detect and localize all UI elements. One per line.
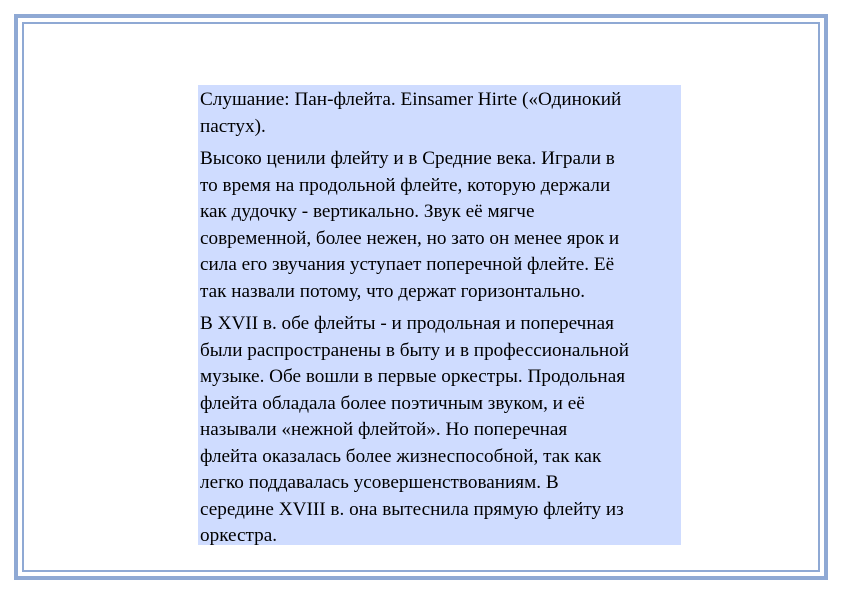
paragraph-17th-century: В XVII в. обе флейты - и продольная и поперечная были распространены в быту и в профессиональной музыке. Обе вошли в первые оркестры. Продольная флейта обладала более поэтичным звуком, и её называли «нежной флейтой». Но поперечная флейта оказалась более жизнеспособной, так как легко поддавалась усовершенствованиям. В середине XVIII в. она вытеснила прямую флейту из оркестра. (200, 313, 629, 546)
text-box[interactable] (198, 85, 681, 545)
paragraph-middle-ages: Высоко ценили флейту и в Средние века. Играли в то время на продольной флейте, которую держали как дудочку - вертикально. Звук её мягче современной, более нежен, но зато он менее ярок и сила его звучания уступает поперечной флейте. Её так назвали потому, что держат горизонтально. (200, 148, 620, 302)
paragraph-listening: Слушание: Пан-флейта. Einsamer Hirte («Одинокий пастух). (200, 89, 622, 137)
